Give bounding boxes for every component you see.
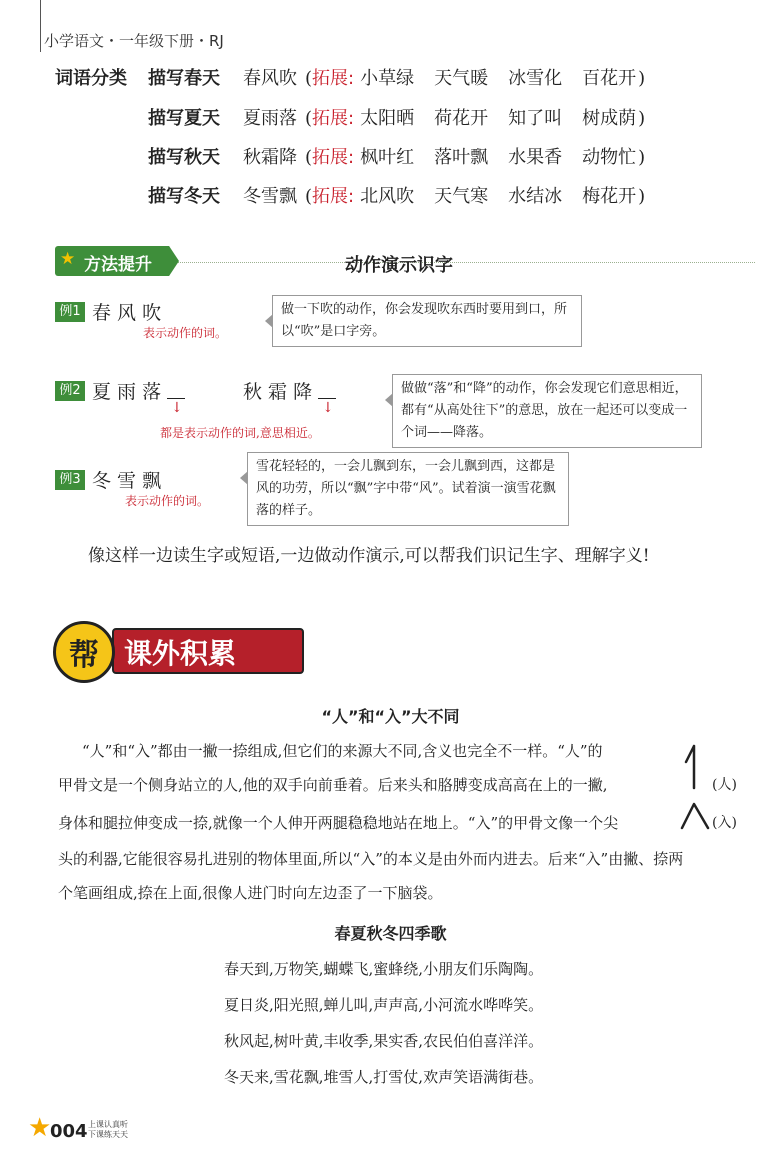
vocab-word: 春风吹 [243,68,297,89]
example-badge: 例2 [55,381,85,401]
extend-word: 天气寒 [434,186,489,207]
example-chars: 秋 霜 降 [243,381,313,403]
example-chars: 夏 雨 落 [92,381,162,403]
down-arrow-icon: ↓ [322,400,334,416]
vocab-row [148,182,645,208]
extend-word: 冰雪化 [508,68,563,89]
article-line: 头的利器,它能很容易扎进别的物体里面,所以“入”的本义是由外而内进去。后来“入”由撇、捺两 [58,850,684,868]
section-banner-title: 课外积累 [124,637,237,670]
help-badge-char: 帮 [69,638,99,673]
example-note: 都是表示动作的词,意思相近。 [160,426,320,440]
extend-label: 拓展: [312,68,355,89]
article-line: “人”和“入”都由一撇一捺组成,但它们的来源大不同,含义也完全不一样。“人”的 [82,742,603,760]
method-summary: 像这样一边读生字或短语,一边做动作演示,可以帮我们识记生字、理解字义! [88,546,650,566]
paren: ( [305,108,313,129]
header-rule [40,0,41,52]
book-header: 小学语文・一年级下册・RJ [44,32,224,50]
poem-line: 春天到,万物笑,蝴蝶飞,蜜蜂绕,小朋友们乐陶陶。 [224,960,544,978]
vocab-row [148,64,645,90]
paren: ) [638,68,646,89]
example-chars: 春 风 吹 [92,302,162,324]
vocab-title: 词语分类 [55,68,127,89]
extend-word: 动物忙 [582,147,637,168]
extend-label: 拓展: [312,147,355,168]
vocab-category: 描写秋天 [148,147,220,168]
oracle-glyph-ren [676,742,712,838]
article-title: “人”和“入”大不同 [321,707,460,726]
example-explanation: 雪花轻轻的，一会儿飘到东，一会儿飘到西，这都是风的功劳，所以“飘”字中带“风”。试着演一演雪花飘落的样子。 [247,452,569,526]
vocab-word: 夏雨落 [243,108,297,129]
paren: ( [305,186,313,207]
example-badge: 例1 [55,302,85,322]
extend-word: 小草绿 [360,68,415,89]
article-line: 甲骨文是一个侧身站立的人,他的双手向前垂着。后来头和胳膊变成高高在上的一撇, [58,776,608,794]
mascot-star-icon: ★ [28,1113,52,1143]
article-line: 身体和腿拉伸变成一捺,就像一个人伸开两腿稳稳地站在地上。“入”的甲骨文像一个尖 [58,814,619,832]
extend-word: 梅花开 [582,186,637,207]
example-chars: 冬 雪 飘 [92,470,162,492]
extend-word: 水果香 [508,147,563,168]
glyph-label: (人) [712,777,737,793]
star-icon: ★ [60,249,76,269]
page-number: 004 [50,1121,88,1142]
extend-word: 百花开 [582,68,637,89]
vocab-category: 描写冬天 [148,186,220,207]
down-arrow-icon: ↓ [171,400,183,416]
vocab-word: 秋霜降 [243,147,297,168]
article-line: 个笔画组成,捺在上面,很像人进门时向左边歪了一下脑袋。 [58,884,443,902]
extend-word: 落叶飘 [434,147,489,168]
extend-word: 太阳晒 [360,108,415,129]
paren: ( [305,68,313,89]
extend-word: 知了叫 [508,108,563,129]
extend-word: 水结冰 [508,186,563,207]
extend-word: 枫叶红 [360,147,415,168]
method-badge-label: 方法提升 [84,255,152,275]
vocab-category: 描写春天 [148,68,220,89]
poem-title: 春夏秋冬四季歌 [334,924,447,943]
method-title: 动作演示识字 [345,255,453,276]
extend-word: 北风吹 [360,186,415,207]
paren: ( [305,147,313,168]
vocab-category: 描写夏天 [148,108,220,129]
example-explanation: 做一下吹的动作，你会发现吹东西时要用到口，所以“吹”是口字旁。 [272,295,582,347]
example-explanation: 做做“落”和“降”的动作，你会发现它们意思相近，都有“从高处往下”的意思，放在一起还可以变成一个词——降落。 [392,374,702,448]
underline [318,398,336,399]
extend-word: 树成荫 [582,108,637,129]
vocab-word: 冬雪飘 [243,186,297,207]
extend-word: 荷花开 [434,108,489,129]
example-note: 表示动作的词。 [143,326,228,340]
footer-tagline: 上课认真听 下课练天天 [88,1120,128,1139]
extend-label: 拓展: [312,186,355,207]
glyph-label: (入) [712,815,737,831]
poem-line: 冬天来,雪花飘,堆雪人,打雪仗,欢声笑语满街巷。 [224,1068,544,1086]
example-badge: 例3 [55,470,85,490]
example-note: 表示动作的词。 [125,494,210,508]
underline [167,398,185,399]
poem-line: 夏日炎,阳光照,蝉儿叫,声声高,小河流水哗哗笑。 [224,996,544,1014]
paren: ) [638,108,646,129]
vocab-row [148,143,645,169]
poem-line: 秋风起,树叶黄,丰收季,果实香,农民伯伯喜洋洋。 [224,1032,544,1050]
extend-label: 拓展: [312,108,355,129]
paren: ) [638,147,646,168]
paren: ) [638,186,646,207]
extend-word: 天气暖 [434,68,489,89]
vocab-row [148,104,645,130]
